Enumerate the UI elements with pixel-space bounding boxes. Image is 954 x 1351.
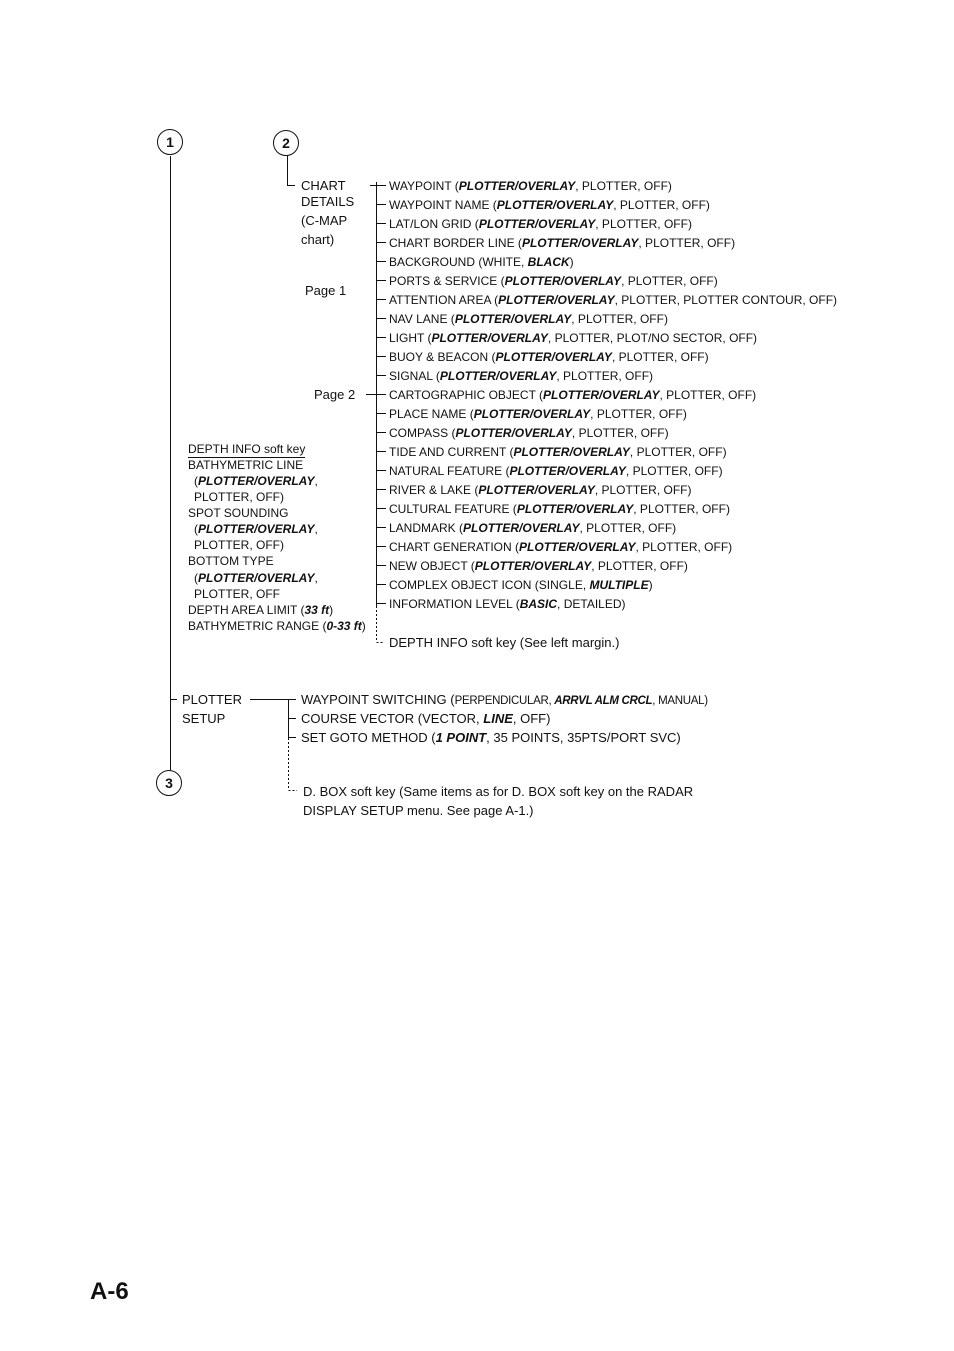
connector-2: 2	[273, 130, 299, 156]
item-options: , PLOTTER, OFF)	[629, 445, 727, 459]
chart-detail-item	[389, 256, 574, 268]
bathymetric-line-options-2: PLOTTER, OFF)	[194, 490, 284, 504]
chart-detail-item: COMPASS (PLOTTER/OVERLAY, PLOTTER, OFF)	[389, 426, 669, 440]
item-name: SIGNAL	[389, 369, 433, 383]
chart-detail-item: WAYPOINT (PLOTTER/OVERLAY, PLOTTER, OFF)	[389, 179, 672, 193]
page-1-label: Page 1	[305, 283, 347, 298]
item-options: , PLOTTER, OFF)	[556, 369, 654, 383]
bathymetric-range: BATHYMETRIC RANGE (0-33 ft)	[188, 619, 366, 633]
chart-detail-item: CHART BORDER LINE (PLOTTER/OVERLAY, PLOTTER, OFF)	[389, 236, 736, 250]
item-options: , PLOTTER, OFF)	[571, 312, 668, 326]
chart-detail-item: PLACE NAME (PLOTTER/OVERLAY, PLOTTER, OFF)	[389, 407, 687, 421]
item-options: , PLOTTER, OFF)	[590, 407, 687, 421]
item-name: INFORMATION LEVEL	[389, 597, 513, 611]
item-options: )	[569, 255, 574, 269]
depth-info-reference: DEPTH INFO soft key (See left margin.)	[389, 635, 620, 650]
item-default: PLOTTER/OVERLAY	[458, 179, 576, 193]
item-default: BLACK	[527, 255, 570, 269]
item-options: , PLOTTER, OFF)	[638, 236, 736, 250]
chart-detail-item: TIDE AND CURRENT (PLOTTER/OVERLAY, PLOTTER, OFF)	[389, 445, 727, 459]
spot-sounding-label: SPOT SOUNDING	[188, 506, 289, 520]
chart-detail-item: LIGHT (PLOTTER/OVERLAY, PLOTTER, PLOT/NO SECTOR, OFF)	[389, 331, 758, 345]
plotter-setup-line2: SETUP	[182, 711, 226, 726]
chart-detail-item: LANDMARK (PLOTTER/OVERLAY, PLOTTER, OFF)	[389, 521, 677, 535]
chart-detail-item: SIGNAL (PLOTTER/OVERLAY, PLOTTER, OFF)	[389, 369, 654, 383]
item-default: PLOTTER/OVERLAY	[496, 198, 614, 212]
bottom-type-options: (PLOTTER/OVERLAY,	[194, 571, 318, 585]
spot-sounding-options-2: PLOTTER, OFF)	[194, 538, 284, 552]
item-options: , PLOTTER, OFF)	[571, 426, 669, 440]
bottom-type-label: BOTTOM TYPE	[188, 554, 274, 568]
chart-detail-item: CARTOGRAPHIC OBJECT (PLOTTER/OVERLAY, PLOTTER, OFF)	[389, 388, 757, 402]
item-name: PORTS & SERVICE	[389, 274, 498, 288]
item-options: , PLOTTER, OFF)	[595, 217, 692, 231]
plotter-setup-line1: PLOTTER	[182, 692, 242, 707]
chart-detail-item: PORTS & SERVICE (PLOTTER/OVERLAY, PLOTTER, OFF)	[389, 274, 718, 288]
spot-sounding-options: (PLOTTER/OVERLAY,	[194, 522, 318, 536]
item-name: WAYPOINT NAME	[389, 198, 490, 212]
item-name: ATTENTION AREA	[389, 293, 491, 307]
item-default: PLOTTER/OVERLAY	[519, 540, 636, 554]
item-default: PLOTTER/OVERLAY	[509, 464, 626, 478]
item-name: LIGHT	[389, 331, 425, 345]
item-name: CHART BORDER LINE	[389, 236, 515, 250]
item-options: , PLOTTER, OFF)	[591, 559, 688, 573]
bathymetric-line-label: BATHYMETRIC LINE	[188, 458, 304, 472]
item-name: TIDE AND CURRENT	[389, 445, 507, 459]
item-default: PLOTTER/OVERLAY	[498, 293, 615, 307]
chart-detail-item: CHART GENERATION (PLOTTER/OVERLAY, PLOTTER, OFF)	[389, 540, 733, 554]
chart-detail-item: NATURAL FEATURE (PLOTTER/OVERLAY, PLOTTER, OFF)	[389, 464, 723, 478]
item-name: LANDMARK	[389, 521, 456, 535]
chart-detail-item: INFORMATION LEVEL (BASIC, DETAILED)	[389, 597, 626, 611]
item-name: BACKGROUND (WHITE,	[389, 255, 528, 269]
page-number: A-6	[90, 1278, 129, 1305]
item-default: PLOTTER/OVERLAY	[478, 217, 596, 231]
item-options: , PLOTTER, OFF)	[659, 388, 757, 402]
item-options: , PLOTTER, PLOTTER CONTOUR, OFF)	[614, 293, 838, 307]
chart-detail-item: WAYPOINT NAME (PLOTTER/OVERLAY, PLOTTER, OFF)	[389, 198, 710, 212]
item-default: PLOTTER/OVERLAY	[513, 445, 630, 459]
chart-details-line3: (C-MAP	[301, 213, 348, 228]
item-default: PLOTTER/OVERLAY	[473, 407, 591, 421]
chart-detail-item: NAV LANE (PLOTTER/OVERLAY, PLOTTER, OFF)	[389, 312, 668, 326]
item-default: PLOTTER/OVERLAY	[504, 274, 622, 288]
chart-detail-item: NEW OBJECT (PLOTTER/OVERLAY, PLOTTER, OFF)	[389, 559, 688, 573]
chart-details-line1: CHART	[301, 178, 346, 193]
chart-detail-item: CULTURAL FEATURE (PLOTTER/OVERLAY, PLOTTER, OFF)	[389, 502, 730, 516]
item-name: BUOY & BEACON	[389, 350, 489, 364]
item-default: PLOTTER/OVERLAY	[455, 426, 572, 440]
chart-details-line2: DETAILS	[301, 194, 355, 209]
chart-detail-item: LAT/LON GRID (PLOTTER/OVERLAY, PLOTTER, OFF)	[389, 217, 692, 231]
item-default: BASIC	[519, 597, 558, 611]
item-options: , PLOTTER, PLOT/NO SECTOR, OFF)	[547, 331, 758, 345]
item-default: PLOTTER/OVERLAY	[454, 312, 572, 326]
chart-details-line4: chart)	[301, 232, 335, 247]
depth-area-limit: DEPTH AREA LIMIT (33 ft)	[188, 603, 334, 617]
item-options: , PLOTTER, OFF)	[621, 274, 718, 288]
item-default: PLOTTER/OVERLAY	[495, 350, 612, 364]
item-name: NATURAL FEATURE	[389, 464, 503, 478]
chart-detail-item	[389, 579, 653, 591]
item-default: MULTIPLE	[589, 578, 649, 592]
set-goto-method: SET GOTO METHOD (1 POINT, 35 POINTS, 35PTS/PORT SVC)	[301, 730, 681, 745]
item-name: NEW OBJECT	[389, 559, 468, 573]
item-default: PLOTTER/OVERLAY	[474, 559, 592, 573]
bathymetric-line-options: (PLOTTER/OVERLAY,	[194, 474, 318, 488]
item-default: PLOTTER/OVERLAY	[439, 369, 557, 383]
item-options: , PLOTTER, OFF)	[635, 540, 733, 554]
item-default: PLOTTER/OVERLAY	[463, 521, 580, 535]
item-default: PLOTTER/OVERLAY	[478, 483, 595, 497]
waypoint-switching: WAYPOINT SWITCHING (PERPENDICULAR, ARRVL ALM CRCL, MANUAL)	[301, 692, 708, 707]
item-name: COMPLEX OBJECT ICON (SINGLE,	[389, 578, 590, 592]
bottom-type-options-2: PLOTTER, OFF	[194, 587, 281, 601]
item-options: , PLOTTER, OFF)	[575, 179, 672, 193]
item-default: PLOTTER/OVERLAY	[516, 502, 634, 516]
item-options: )	[648, 578, 653, 592]
chart-detail-item: BUOY & BEACON (PLOTTER/OVERLAY, PLOTTER, OFF)	[389, 350, 709, 364]
item-name: CARTOGRAPHIC OBJECT	[389, 388, 536, 402]
item-options: , DETAILED)	[557, 597, 626, 611]
item-name: PLACE NAME	[389, 407, 467, 421]
item-options: , PLOTTER, OFF)	[625, 464, 723, 478]
depth-info-title: DEPTH INFO soft key	[188, 442, 306, 456]
dbox-note-line1: D. BOX soft key (Same items as for D. BOX soft key on the RADAR	[303, 784, 694, 799]
item-name: LAT/LON GRID	[389, 217, 472, 231]
item-name: WAYPOINT	[389, 179, 452, 193]
chart-detail-item: RIVER & LAKE (PLOTTER/OVERLAY, PLOTTER, OFF)	[389, 483, 692, 497]
item-options: , PLOTTER, OFF)	[633, 502, 730, 516]
item-name: CULTURAL FEATURE	[389, 502, 510, 516]
dbox-note-line2: DISPLAY SETUP menu. See page A-1.)	[303, 803, 534, 818]
item-default: PLOTTER/OVERLAY	[543, 388, 660, 402]
connector-3: 3	[156, 770, 182, 796]
item-name: NAV LANE	[389, 312, 448, 326]
connector-1: 1	[157, 129, 183, 155]
item-options: , PLOTTER, OFF)	[611, 350, 709, 364]
item-default: PLOTTER/OVERLAY	[521, 236, 639, 250]
chart-detail-item: ATTENTION AREA (PLOTTER/OVERLAY, PLOTTER, PLOTTER CONTOUR, OFF)	[389, 293, 838, 307]
item-options: , PLOTTER, OFF)	[613, 198, 710, 212]
page-2-label: Page 2	[314, 387, 356, 402]
item-name: CHART GENERATION	[389, 540, 512, 554]
item-options: , PLOTTER, OFF)	[579, 521, 677, 535]
item-name: COMPASS	[389, 426, 449, 440]
course-vector: COURSE VECTOR (VECTOR, LINE, OFF)	[301, 711, 551, 726]
item-options: , PLOTTER, OFF)	[594, 483, 692, 497]
item-default: PLOTTER/OVERLAY	[431, 331, 548, 345]
item-name: RIVER & LAKE	[389, 483, 472, 497]
